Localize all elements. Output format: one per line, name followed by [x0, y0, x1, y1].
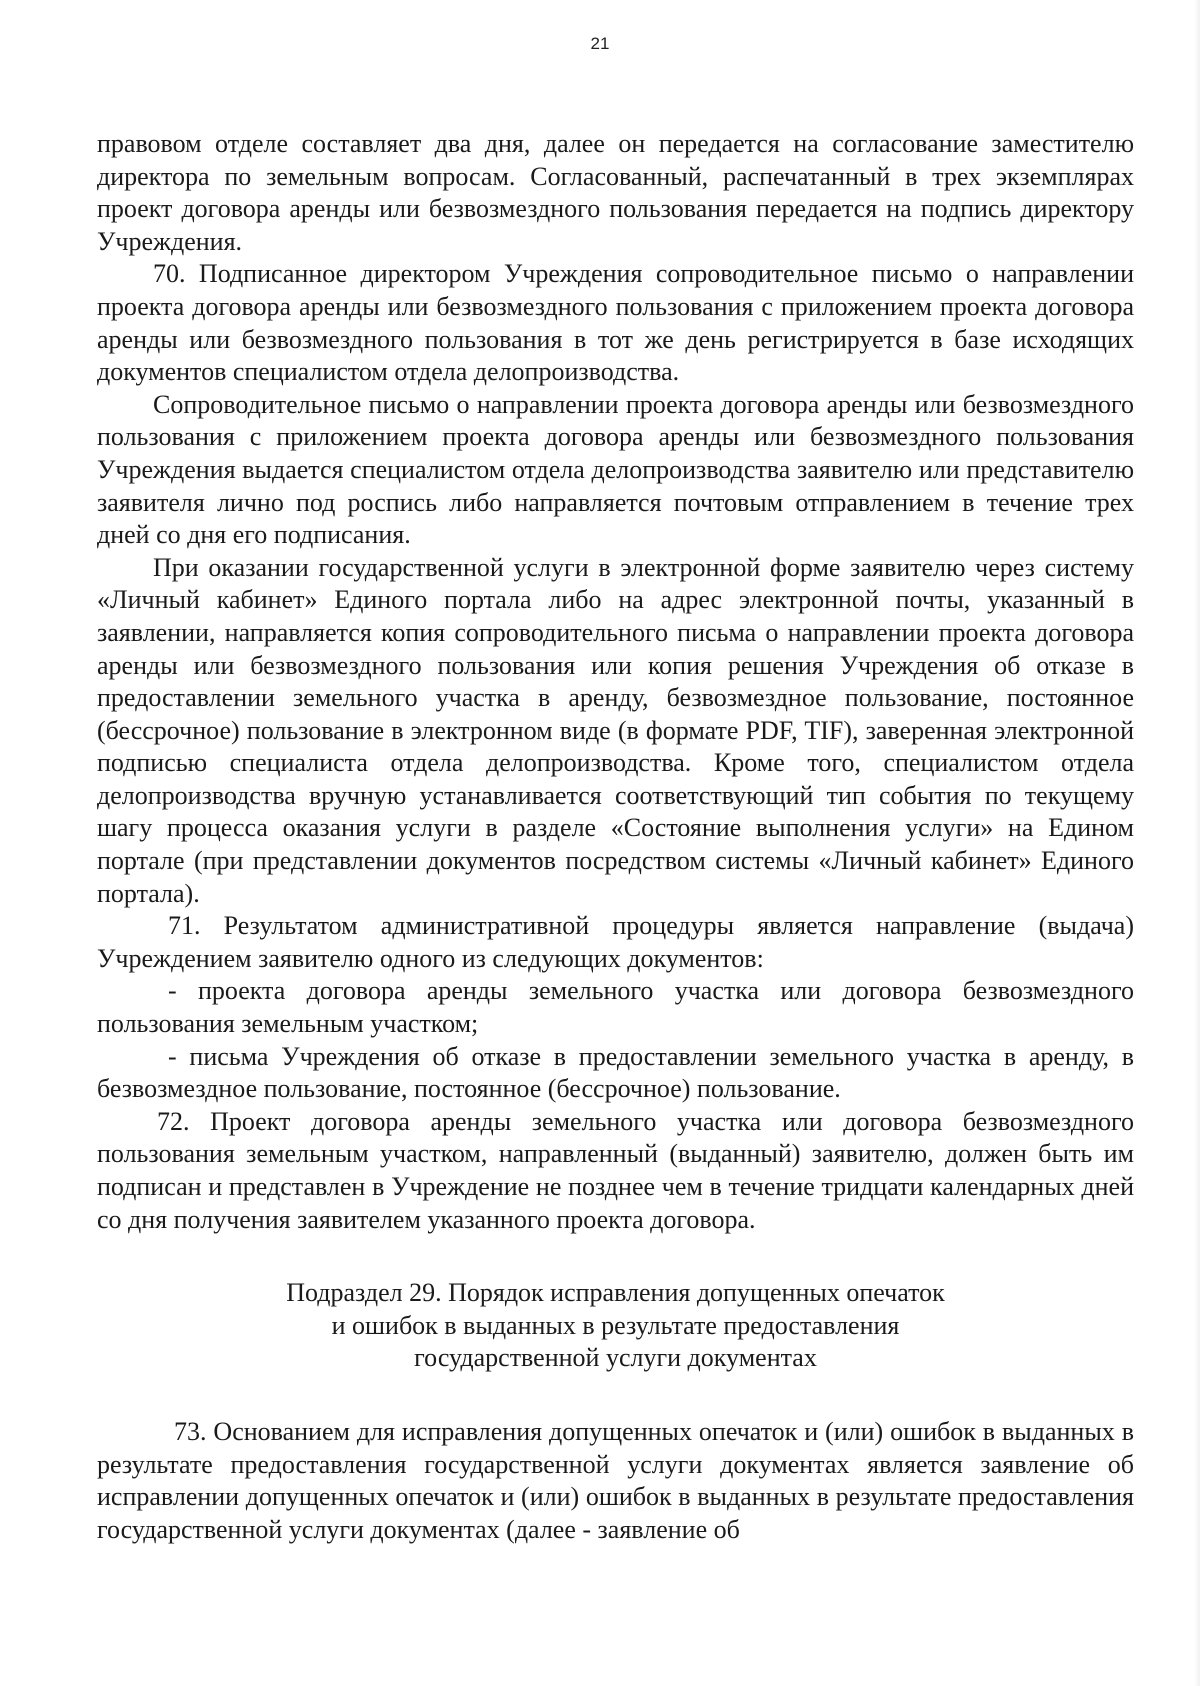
list-item-refusal-letter: - письма Учреждения об отказе в предоставлении земельного участка в аренду, в безвозмездное пользование, постоянное (бессрочное) пользование. — [97, 1041, 1134, 1104]
paragraph-70: 70. Подписанное директором Учреждения сопроводительное письмо о направлении проекта договора аренды или безвозмездного пользования с приложением проекта договора аренды или безвозмездного пользования в тот же день регистрируется в базе исходящих документов специалистом отдела делопроизводства. — [97, 259, 1134, 387]
document-body — [97, 128, 1134, 1546]
page-number: 21 — [590, 34, 610, 53]
paragraph-72: 72. Проект договора аренды земельного участка или договора безвозмездного пользования земельным участком, направленный (выданный) заявителю, должен быть им подписан и представлен в Учреждение не позднее чем в течение тридцати календарных дней со дня получения заявителем указанного проекта договора. — [97, 1106, 1134, 1234]
paragraph-electronic-form: При оказании государственной услуги в электронной форме заявителю через систему «Личный кабинет» Единого портала либо на адрес электронной почты, указанный в заявлении, направляется копия сопроводительного письма о направлении проекта договора аренды или безвозмездного пользования или копия решения Учреждения об отказе в предоставлении земельного участка в аренду, безвозмездное пользование, постоянное (бессрочное) пользование в электронном виде (в формате PDF, TIF), заверенная электронной подписью специалиста отдела делопроизводства. Кроме того, специалистом отдела делопроизводства вручную устанавливается соответствующий тип события по текущему шагу процесса оказания услуги в разделе «Состояние выполнения услуги» на Едином портале (при представлении документов посредством системы «Личный кабинет» Единого портала). — [97, 552, 1134, 908]
paragraph-73: 73. Основанием для исправления допущенных опечаток и (или) ошибок в выданных в результате предоставления государственной услуги документах является заявление об исправлении допущенных опечаток и (или) ошибок в выданных в результате предоставления государственной услуги документах (далее - заявление об — [97, 1416, 1134, 1544]
section-heading — [97, 1277, 1134, 1375]
paragraph-71: 71. Результатом административной процедуры является направление (выдача) Учреждением заявителю одного из следующих документов: — [97, 911, 1134, 973]
section-heading-line-1: Подраздел 29. Порядок исправления допущенных опечаток — [286, 1278, 945, 1308]
paragraph-cover-letter: Сопроводительное письмо о направлении проекта договора аренды или безвозмездного пользования с приложением проекта договора аренды или безвозмездного пользования Учреждения выдается специалистом отдела делопроизводства заявителю или представителю заявителя лично под роспись либо направляется почтовым отправлением в течение трех дней со дня его подписания. — [97, 389, 1134, 550]
section-heading-line-2: и ошибок в выданных в результате предоставления — [331, 1310, 900, 1340]
scan-edge-shadow — [1194, 0, 1200, 1686]
paragraph-continuation: правовом отделе составляет два дня, далее он передается на согласование заместителю директора по земельным вопросам. Согласованный, распечатанный в трех экземплярах проект договора аренды или безвозмездного пользования передается на подпись директору Учреждения. — [97, 129, 1134, 256]
section-heading-line-3: государственной услуги документах — [414, 1343, 817, 1373]
list-item-draft-contract: - проекта договора аренды земельного участка или договора безвозмездного пользования земельным участком; — [97, 976, 1134, 1039]
